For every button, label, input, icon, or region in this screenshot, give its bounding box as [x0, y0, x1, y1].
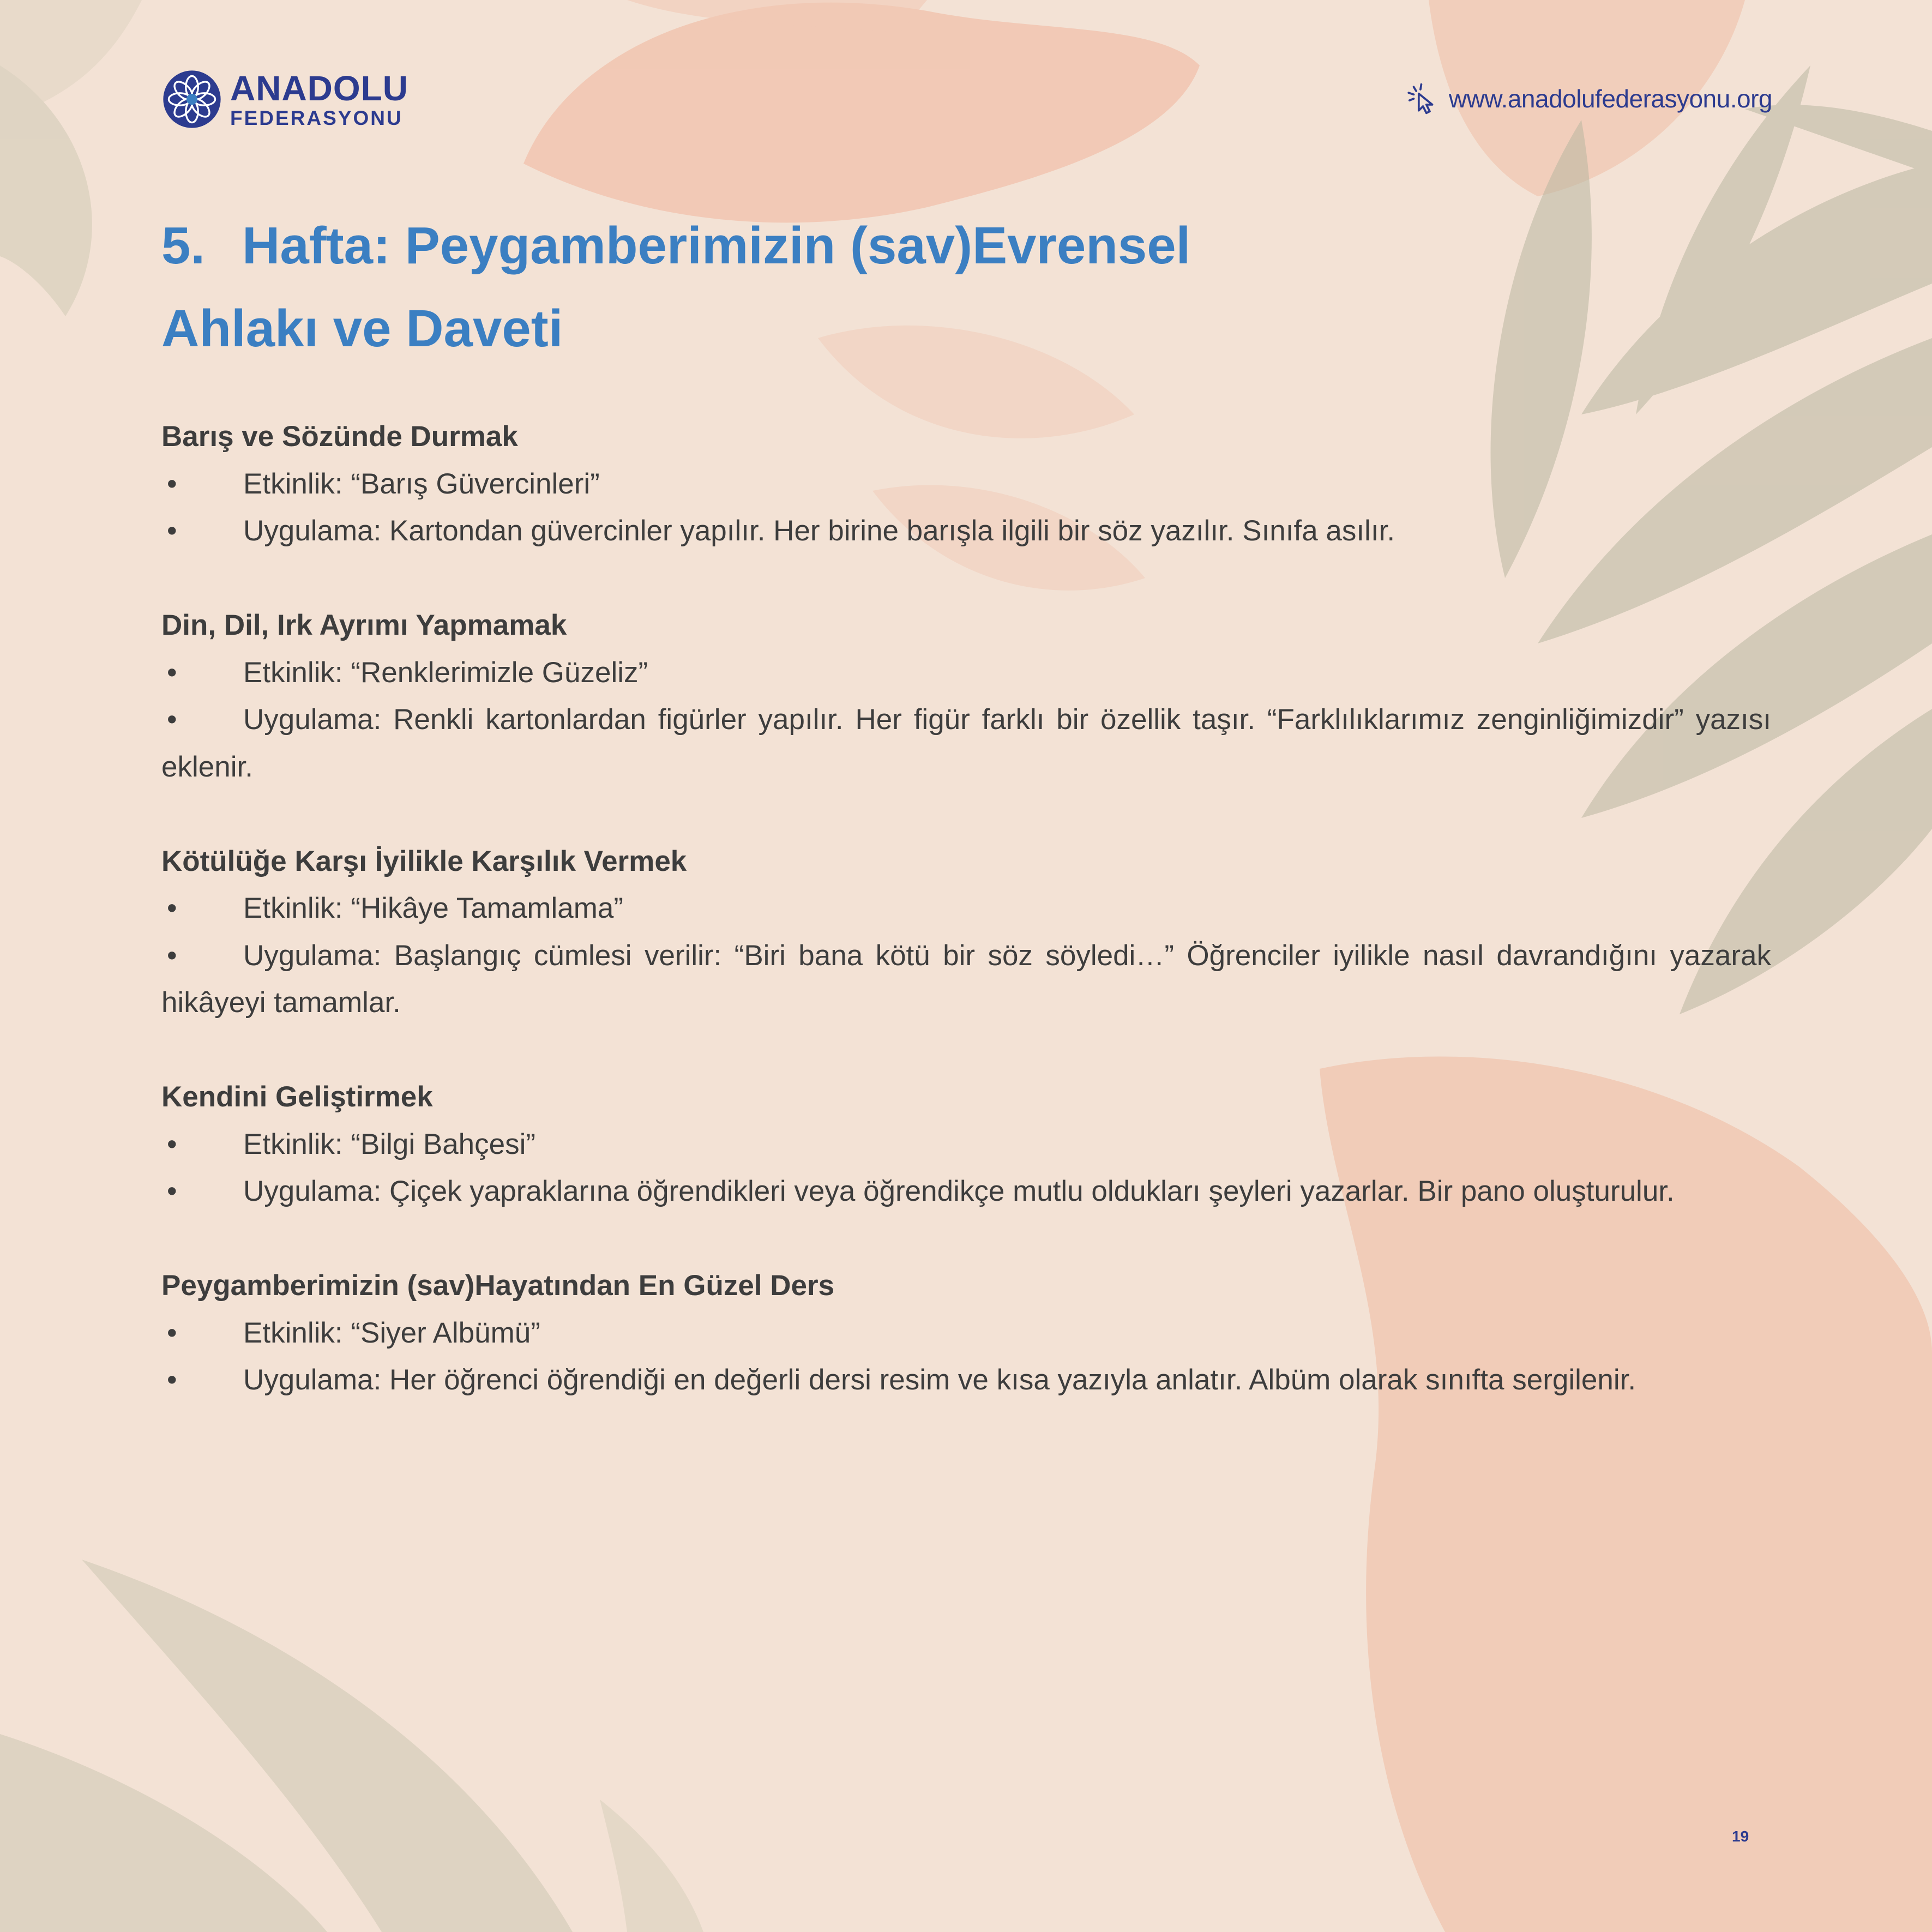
bullet-item: [161, 1357, 1771, 1404]
bullet-item: [161, 1168, 1771, 1215]
bullet-text: Etkinlik: “Siyer Albümü”: [243, 1316, 540, 1349]
bullet-item: [161, 1121, 1771, 1169]
bullet-text: Uygulama: Renkli kartonlardan figürler yapılır. Her figür farklı bir özellik taşır. “Farklılıklarımız zenginliğimizdir” yazısı eklenir.: [161, 703, 1771, 783]
bullet-text: Etkinlik: “Hikâye Tamamlama”: [243, 892, 624, 924]
bullet-icon: •: [167, 1175, 177, 1207]
bullet-text: Etkinlik: “Bilgi Bahçesi”: [243, 1128, 536, 1160]
website-link[interactable]: [1405, 82, 1772, 116]
section-no-discrimination: [161, 602, 1771, 791]
activity-list: [161, 413, 1771, 1451]
section-heading: Barış ve Sözünde Durmak: [161, 420, 518, 453]
bullet-item: [161, 649, 1771, 697]
cursor-click-icon: [1405, 82, 1439, 116]
logo-wordmark: [230, 68, 408, 129]
bullet-item: [161, 932, 1771, 1027]
section-heading: Kötülüğe Karşı İyilikle Karşılık Vermek: [161, 845, 687, 877]
bullet-text: Uygulama: Çiçek yapraklarına öğrendikleri veya öğrendikçe mutlu oldukları şeyleri yazarlar. Bir pano oluşturulur.: [243, 1175, 1675, 1207]
page-title: [161, 204, 1416, 370]
bullet-icon: •: [167, 892, 177, 924]
bullet-text: Etkinlik: “Renklerimizle Güzeliz”: [243, 656, 648, 689]
section-prophet-life-lesson: [161, 1262, 1771, 1404]
section-heading: Peygamberimizin (sav)Hayatından En Güzel Ders: [161, 1269, 835, 1302]
geometric-flower-logo-icon: [161, 69, 222, 130]
section-heading: Kendini Geliştirmek: [161, 1081, 433, 1113]
bullet-icon: •: [167, 656, 177, 689]
title-number: 5.: [161, 216, 206, 275]
section-self-improvement: [161, 1074, 1771, 1215]
bullet-icon: •: [167, 467, 177, 500]
title-line-1: Hafta: Peygamberimizin (sav)Evrensel: [242, 216, 1191, 275]
bullet-icon: •: [167, 939, 177, 972]
bullet-item: [161, 696, 1771, 791]
logo-line-1: ANADOLU: [230, 68, 408, 108]
title-line-2: Ahlakı ve Daveti: [161, 299, 563, 358]
bullet-icon: •: [167, 703, 177, 736]
bullet-text: Etkinlik: “Barış Güvercinleri”: [243, 467, 600, 500]
bullet-icon: •: [167, 1128, 177, 1160]
brand-logo[interactable]: [161, 69, 408, 130]
bullet-icon: •: [167, 1316, 177, 1349]
section-peace: [161, 413, 1771, 555]
bullet-item: [161, 885, 1771, 932]
page-number: 19: [1732, 1828, 1749, 1845]
bullet-item: [161, 461, 1771, 508]
bullet-icon: •: [167, 1364, 177, 1396]
bullet-text: Uygulama: Başlangıç cümlesi verilir: “Biri bana kötü bir söz söyledi…” Öğrenciler iyilikle nasıl davrandığını yazarak hikâyeyi tamamlar.: [161, 939, 1771, 1019]
bullet-item: [161, 508, 1771, 555]
bullet-icon: •: [167, 515, 177, 547]
section-kindness: [161, 838, 1771, 1027]
website-url[interactable]: www.anadolufederasyonu.org: [1448, 85, 1772, 113]
section-heading: Din, Dil, Irk Ayrımı Yapmamak: [161, 609, 567, 641]
bullet-item: [161, 1310, 1771, 1357]
bullet-text: Uygulama: Her öğrenci öğrendiği en değerli dersi resim ve kısa yazıyla anlatır. Albüm olarak sınıfta sergilenir.: [243, 1364, 1636, 1396]
bullet-text: Uygulama: Kartondan güvercinler yapılır. Her birine barışla ilgili bir söz yazılır. Sınıfa asılır.: [243, 515, 1395, 547]
logo-line-2: FEDERASYONU: [230, 106, 403, 129]
